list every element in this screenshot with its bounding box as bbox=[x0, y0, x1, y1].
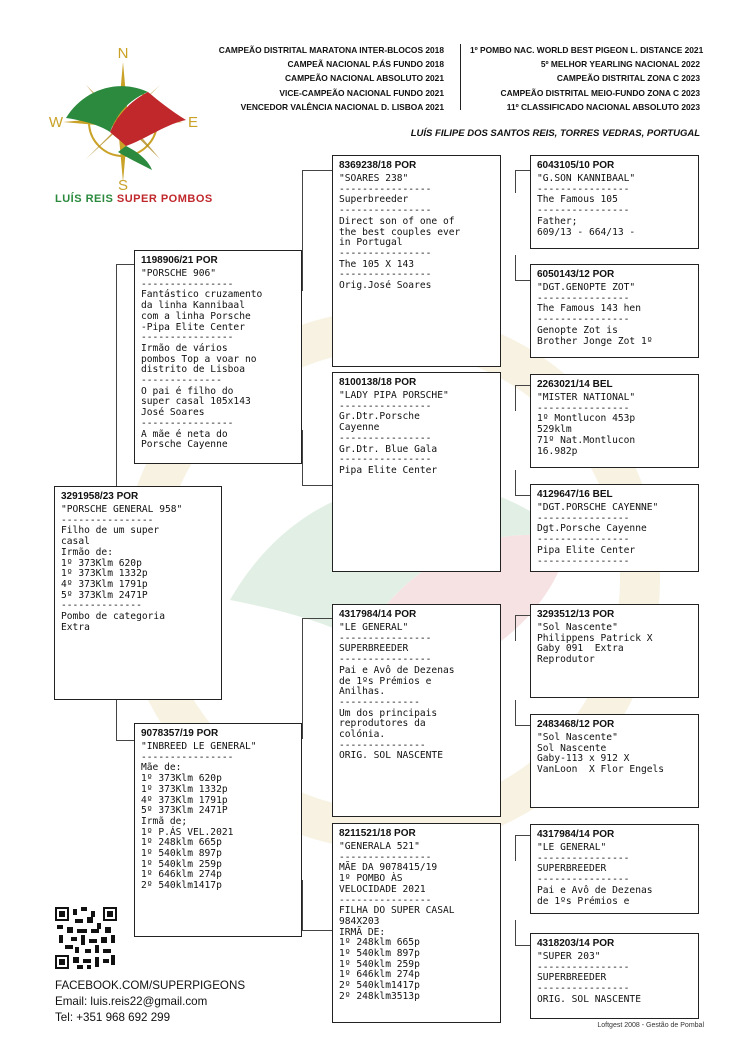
connector bbox=[515, 615, 531, 641]
ring-number: 8369238/18 POR bbox=[339, 160, 417, 171]
note-line: SUPERBREEDER bbox=[537, 863, 607, 875]
pigeon-card-ggp-3 bbox=[530, 374, 699, 468]
note-line: ---------------- bbox=[339, 632, 432, 644]
logo-text-b: SUPER POMBOS bbox=[116, 193, 213, 205]
note-line: -------------- bbox=[61, 600, 142, 612]
note-line: Pai e Avô de Dezenas bbox=[339, 664, 455, 676]
note-line: "DGT.GENOPTE ZOT" bbox=[537, 282, 636, 293]
note-line: 4º 373Klm 1791p bbox=[61, 578, 148, 590]
logo-text-a: LUÍS REIS bbox=[55, 193, 114, 205]
pigeon-card-sire bbox=[134, 250, 302, 464]
note-line: ---------------- bbox=[537, 983, 630, 995]
note-line: da linha Kannibaal bbox=[141, 300, 245, 312]
connector bbox=[515, 835, 531, 861]
ring-number: 8211521/18 POR bbox=[339, 828, 416, 839]
note-line: ---------------- bbox=[339, 247, 432, 259]
note-line: 529klm bbox=[537, 424, 572, 436]
note-line: The Famous 143 hen bbox=[537, 303, 641, 315]
note-line: 1º 248klm 665p bbox=[339, 937, 420, 949]
titles-right bbox=[470, 43, 704, 114]
note-line: ---------------- bbox=[537, 292, 630, 304]
pigeon-card-ggp-4 bbox=[530, 484, 699, 572]
note-line: Reprodutor bbox=[537, 654, 595, 666]
note-line: 5º 373Klm 2471P bbox=[141, 805, 228, 817]
note-line: Filho de um super bbox=[61, 525, 160, 537]
facebook-link[interactable]: FACEBOOK.COM/SUPERPIGEONS bbox=[55, 979, 246, 992]
note-line: MÃE DA 9078415/19 bbox=[339, 862, 438, 874]
note-line: ---------------- bbox=[141, 417, 234, 429]
note-line: 1º Montlucon 453p bbox=[537, 413, 636, 425]
connector bbox=[515, 385, 531, 411]
note-line: Fantástico cruzamento bbox=[141, 289, 263, 301]
compass-w: W bbox=[48, 114, 64, 131]
pigeon-card-subject bbox=[54, 486, 222, 700]
note-line: ---------------- bbox=[339, 454, 432, 466]
pigeon-notes bbox=[537, 952, 692, 1006]
note-line: 1º 540klm 259p bbox=[141, 858, 222, 870]
note-line: VanLoon X Flor Engels bbox=[537, 764, 665, 776]
owner-name: LUÍS FILIPE DOS SANTOS REIS, TORRES VEDRAS, PORTUGAL bbox=[410, 128, 700, 139]
pigeon-card-granddam-2 bbox=[332, 823, 501, 1023]
note-line: in Portugal bbox=[339, 237, 403, 249]
note-line: "INBREED LE GENERAL" bbox=[141, 741, 257, 752]
note-line: IRMÃ DE: bbox=[339, 926, 386, 938]
note-line: 71º Nat.Montlucon bbox=[537, 434, 636, 446]
connector bbox=[515, 700, 531, 726]
note-line: ---------------- bbox=[537, 183, 630, 195]
note-line: Genopte Zot is bbox=[537, 324, 618, 336]
pigeon-notes bbox=[339, 174, 494, 292]
pigeon-icon bbox=[66, 86, 186, 170]
note-line: 1º POMBO ÀS bbox=[339, 873, 403, 885]
note-line: 1º 646klm 274p bbox=[339, 969, 420, 981]
note-line: 1º 373Klm 1332p bbox=[61, 568, 148, 580]
connector bbox=[515, 255, 531, 281]
ring-number: 4318203/14 POR bbox=[537, 938, 615, 949]
note-line: 1º 373Klm 1332p bbox=[141, 783, 228, 795]
connector bbox=[302, 430, 333, 486]
pigeon-card-grandsire-2 bbox=[332, 604, 501, 817]
pigeon-notes bbox=[141, 742, 295, 892]
note-line: Cayenne bbox=[339, 422, 380, 434]
note-line: ---------------- bbox=[537, 205, 630, 217]
pigeon-card-ggp-8 bbox=[530, 933, 699, 1019]
note-line: Irmã de; bbox=[141, 815, 188, 827]
note-line: de 1ºs Prémios e bbox=[339, 675, 432, 687]
pigeon-notes bbox=[339, 842, 494, 1003]
note-line: ---------------- bbox=[537, 961, 630, 973]
note-line: 2º 248klm3513p bbox=[339, 990, 420, 1002]
note-line: ORIG. SOL NASCENTE bbox=[537, 993, 641, 1005]
note-line: ---------------- bbox=[339, 400, 432, 412]
pigeon-card-dam bbox=[134, 723, 302, 937]
phone-number: Tel: +351 968 692 299 bbox=[55, 1011, 171, 1024]
note-line: 984X203 bbox=[339, 915, 380, 927]
note-line: 16.982p bbox=[537, 445, 578, 457]
note-line: 5º 373Klm 2471P bbox=[61, 589, 148, 601]
note-line: ---------------- bbox=[537, 874, 630, 886]
compass-n: N bbox=[117, 45, 129, 62]
note-line: "G.SON KANNIBAAL" bbox=[537, 173, 636, 184]
note-line: 2º 540klm1417p bbox=[141, 880, 222, 892]
ring-number: 4129647/16 BEL bbox=[537, 489, 613, 500]
title-left-3: CAMPEÃO NACIONAL ABSOLUTO 2021 bbox=[285, 73, 444, 84]
note-line: 1º 646klm 274p bbox=[141, 869, 222, 881]
title-right-2: 5º MELHOR YEARLING NACIONAL 2022 bbox=[540, 59, 700, 70]
note-line: reprodutores da bbox=[339, 718, 426, 730]
qr-code-icon[interactable] bbox=[55, 907, 117, 969]
note-line: Brother Jonge Zot 1º bbox=[537, 335, 653, 347]
note-line: ---------------- bbox=[339, 654, 432, 666]
note-line: Extra bbox=[61, 621, 90, 633]
note-line: A mãe é neta do bbox=[141, 428, 228, 440]
note-line: ---------------- bbox=[339, 269, 432, 281]
note-line: "SOARES 238" bbox=[339, 173, 409, 184]
connector bbox=[515, 170, 531, 193]
note-line: The 105 X 143 bbox=[339, 258, 415, 270]
note-line: ---------------- bbox=[339, 432, 432, 444]
connector bbox=[116, 264, 136, 488]
note-line: Mãe de: bbox=[141, 762, 182, 774]
ring-number: 3293512/13 POR bbox=[537, 609, 615, 620]
note-line: ---------------- bbox=[339, 205, 432, 217]
note-line: Dgt.Porsche Cayenne bbox=[537, 523, 647, 535]
pigeon-card-ggp-1 bbox=[530, 155, 699, 249]
note-line: 609/13 - 664/13 - bbox=[537, 226, 636, 238]
title-left-5: VENCEDOR VALÊNCIA NACIONAL D. LISBOA 2021 bbox=[240, 101, 444, 112]
note-line: Anilhas. bbox=[339, 686, 386, 698]
pigeon-notes bbox=[537, 283, 692, 347]
note-line: Orig.José Soares bbox=[339, 280, 432, 292]
note-line: --------------- bbox=[339, 739, 426, 751]
note-line: ---------------- bbox=[537, 512, 630, 524]
note-line: "DGT.PORSCHE CAYENNE" bbox=[537, 502, 659, 513]
pigeon-notes bbox=[537, 623, 692, 666]
pigeon-notes bbox=[141, 269, 295, 451]
title-right-3: CAMPEÃO DISTRITAL ZONA C 2023 bbox=[556, 73, 700, 84]
note-line: 1º 540klm 897p bbox=[141, 848, 222, 860]
note-line: de 1ºs Prémios e bbox=[537, 895, 630, 907]
connector bbox=[302, 618, 333, 739]
ring-number: 1198906/21 POR bbox=[141, 255, 218, 266]
ring-number: 2483468/12 POR bbox=[537, 719, 615, 730]
note-line: distrito de Lisboa bbox=[141, 364, 245, 376]
note-line: ---------------- bbox=[339, 183, 432, 195]
note-line: ---------------- bbox=[537, 314, 630, 326]
note-line: Gr.Dtr. Blue Gala bbox=[339, 443, 438, 455]
note-line: 1º 373Klm 620p bbox=[141, 773, 222, 785]
pigeon-notes bbox=[537, 843, 692, 907]
title-left-2: CAMPEÃ NACIONAL P.ÁS FUNDO 2018 bbox=[287, 59, 444, 70]
pigeon-notes bbox=[537, 503, 692, 567]
note-line: ORIG. SOL NASCENTE bbox=[339, 750, 443, 762]
note-line: ---------------- bbox=[537, 555, 630, 567]
note-line: 1º 540klm 897p bbox=[339, 948, 420, 960]
note-line: Father; bbox=[537, 215, 578, 227]
title-left-4: VICE-CAMPEÃO NACIONAL FUNDO 2021 bbox=[279, 87, 444, 98]
note-line: "Sol Nascente" bbox=[537, 732, 618, 743]
note-line: ---------------- bbox=[141, 278, 234, 290]
compass-logo bbox=[48, 40, 198, 192]
note-line: "LE GENERAL" bbox=[537, 842, 607, 853]
ring-number: 2263021/14 BEL bbox=[537, 379, 613, 390]
ring-number: 6050143/12 POR bbox=[537, 269, 615, 280]
title-right-1: 1º POMBO NAC. WORLD BEST PIGEON L. DISTANCE 2021 bbox=[470, 45, 704, 55]
note-line: Irmão de vários bbox=[141, 342, 228, 354]
note-line: ---------------- bbox=[537, 534, 630, 546]
note-line: O pai é filho do bbox=[141, 385, 234, 397]
note-line: pombos Top a voar no bbox=[141, 353, 257, 365]
note-line: Gaby 091 Extra bbox=[537, 643, 624, 655]
note-line: ---------------- bbox=[141, 751, 234, 763]
note-line: ---------------- bbox=[61, 514, 154, 526]
title-right-4: CAMPEÃO DISTRITAL MEIO-FUNDO ZONA C 2023 bbox=[500, 87, 700, 98]
note-line: casal bbox=[61, 536, 90, 548]
pigeon-card-ggp-6 bbox=[530, 714, 699, 808]
email-link[interactable]: Email: luis.reis22@gmail.com bbox=[55, 995, 208, 1008]
ring-number: 4317984/14 POR bbox=[339, 609, 417, 620]
note-line: 1º 540klm 259p bbox=[339, 958, 420, 970]
note-line: "Sol Nascente" bbox=[537, 622, 618, 633]
connector bbox=[515, 470, 531, 496]
ring-number: 8100138/18 POR bbox=[339, 377, 417, 388]
note-line: "PORSCHE GENERAL 958" bbox=[61, 504, 183, 515]
note-line: Superbreeder bbox=[339, 194, 409, 206]
note-line: ---------------- bbox=[537, 852, 630, 864]
note-line: José Soares bbox=[141, 407, 205, 419]
pigeon-notes bbox=[537, 733, 692, 776]
note-line: com a linha Porsche bbox=[141, 310, 251, 322]
note-line: super casal 105x143 bbox=[141, 396, 251, 408]
note-line: "GENERALA 521" bbox=[339, 841, 420, 852]
note-line: Gr.Dtr.Porsche bbox=[339, 411, 420, 423]
titles-left bbox=[180, 43, 444, 114]
pigeon-card-ggp-7 bbox=[530, 824, 699, 914]
note-line: "SUPER 203" bbox=[537, 951, 601, 962]
note-line: FILHA DO SUPER CASAL bbox=[339, 905, 455, 917]
pigeon-notes bbox=[537, 174, 692, 238]
note-line: Philippens Patrick X bbox=[537, 632, 653, 644]
note-line: -------------- bbox=[339, 696, 420, 708]
note-line: Pipa Elite Center bbox=[339, 464, 438, 476]
note-line: 1º 373Klm 620p bbox=[61, 557, 142, 569]
connector bbox=[302, 170, 333, 291]
ring-number: 4317984/14 POR bbox=[537, 829, 615, 840]
note-line: "PORSCHE 906" bbox=[141, 268, 217, 279]
note-line: -------------- bbox=[141, 375, 222, 387]
note-line: ---------------- bbox=[141, 332, 234, 344]
pigeon-notes bbox=[61, 505, 215, 633]
note-line: SUPERBREEDER bbox=[537, 972, 607, 984]
ring-number: 3291958/23 POR bbox=[61, 491, 139, 502]
pigeon-card-grandsire-1 bbox=[332, 155, 501, 367]
note-line: -Pipa Elite Center bbox=[141, 321, 245, 333]
note-line: Pipa Elite Center bbox=[537, 544, 636, 556]
note-line: 4º 373Klm 1791p bbox=[141, 794, 228, 806]
titles-divider bbox=[460, 44, 461, 110]
pigeon-card-granddam-1 bbox=[332, 372, 501, 572]
note-line: "LADY PIPA PORSCHE" bbox=[339, 390, 449, 401]
note-line: The Famous 105 bbox=[537, 194, 618, 206]
note-line: Sol Nascente bbox=[537, 742, 607, 754]
note-line: "MISTER NATIONAL" bbox=[537, 392, 636, 403]
title-left-1: CAMPEÃO DISTRITAL MARATONA INTER-BLOCOS 2018 bbox=[218, 45, 444, 55]
note-line: colónia. bbox=[339, 729, 386, 741]
compass-e: E bbox=[187, 114, 198, 131]
connector bbox=[302, 880, 333, 931]
note-line: Pombo de categoria bbox=[61, 611, 165, 623]
note-line: SUPERBREEDER bbox=[339, 643, 409, 655]
note-line: ---------------- bbox=[339, 851, 432, 863]
note-line: ---------------- bbox=[537, 402, 630, 414]
pigeon-notes bbox=[537, 393, 692, 457]
pigeon-card-ggp-2 bbox=[530, 264, 699, 358]
footer-credit: Loftgest 2008 - Gestão de Pombal bbox=[597, 1022, 704, 1029]
ring-number: 6043105/10 POR bbox=[537, 160, 615, 171]
note-line: ---------------- bbox=[339, 894, 432, 906]
note-line: 2º 540klm1417p bbox=[339, 980, 420, 992]
note-line: Porsche Cayenne bbox=[141, 439, 228, 451]
note-line: Direct son of one of bbox=[339, 215, 455, 227]
logo-wordmark bbox=[55, 193, 213, 205]
note-line: Irmão de: bbox=[61, 546, 113, 558]
note-line: 1º P.ÁS VEL.2021 bbox=[141, 826, 234, 838]
pigeon-card-ggp-5 bbox=[530, 604, 699, 698]
note-line: Um dos principais bbox=[339, 707, 438, 719]
note-line: the best couples ever bbox=[339, 226, 461, 238]
ring-number: 9078357/19 POR bbox=[141, 728, 219, 739]
note-line: Pai e Avô de Dezenas bbox=[537, 884, 653, 896]
connector bbox=[116, 700, 136, 741]
note-line: VELOCIDADE 2021 bbox=[339, 883, 426, 895]
connector bbox=[515, 920, 531, 946]
note-line: Gaby-113 x 912 X bbox=[537, 753, 630, 765]
note-line: "LE GENERAL" bbox=[339, 622, 409, 633]
compass-s: S bbox=[117, 177, 129, 192]
note-line: 1º 248klm 665p bbox=[141, 837, 222, 849]
pigeon-notes bbox=[339, 623, 494, 762]
title-right-5: 11º CLASSIFICADO NACIONAL ABSOLUTO 2023 bbox=[506, 101, 700, 112]
pigeon-notes bbox=[339, 391, 494, 477]
